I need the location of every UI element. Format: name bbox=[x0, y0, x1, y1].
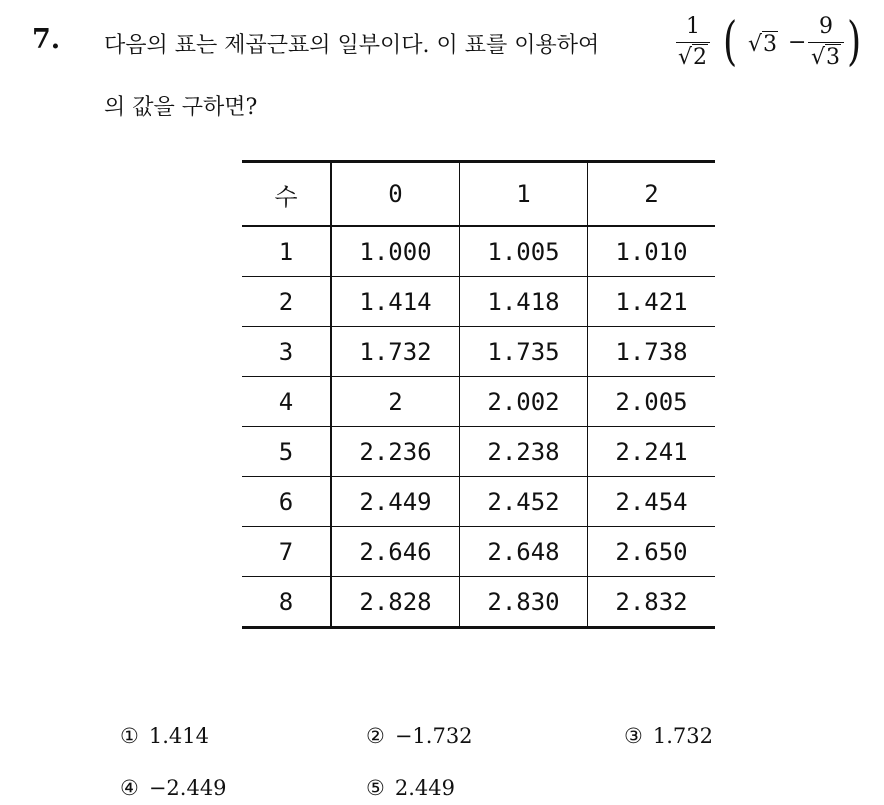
table-cell: 2.005 bbox=[588, 377, 716, 427]
table-cell: 7 bbox=[242, 527, 331, 577]
choice-3[interactable] bbox=[624, 724, 713, 748]
question-stem-line2: 의 값을 구하면? bbox=[104, 95, 258, 120]
square-root-table bbox=[242, 160, 715, 629]
table-header-cell: 0 bbox=[331, 162, 460, 227]
table-row bbox=[242, 477, 715, 527]
question-number: 7. bbox=[32, 24, 61, 55]
table-header-cell: 2 bbox=[588, 162, 716, 227]
table-cell: 2.648 bbox=[460, 527, 588, 577]
table-cell: 2.238 bbox=[460, 427, 588, 477]
choice-marker: ③ bbox=[624, 724, 643, 748]
choice-marker: ④ bbox=[120, 776, 139, 800]
choice-4[interactable] bbox=[120, 776, 227, 800]
table-cell: 5 bbox=[242, 427, 331, 477]
table-cell: 2.236 bbox=[331, 427, 460, 477]
table-cell: 2.830 bbox=[460, 577, 588, 628]
table-row bbox=[242, 527, 715, 577]
table-cell: 2.449 bbox=[331, 477, 460, 527]
choice-marker: ① bbox=[120, 724, 139, 748]
table-cell: 1.010 bbox=[588, 226, 716, 277]
table-cell: 1.732 bbox=[331, 327, 460, 377]
table-row bbox=[242, 377, 715, 427]
table-cell: 3 bbox=[242, 327, 331, 377]
choice-text: −2.449 bbox=[148, 776, 227, 800]
table-cell: 1.000 bbox=[331, 226, 460, 277]
table-cell: 2.828 bbox=[359, 587, 432, 616]
choice-2[interactable] bbox=[366, 724, 473, 748]
math-expression bbox=[676, 8, 866, 80]
fraction-denominator: √2 bbox=[677, 45, 708, 70]
choice-text: 2.449 bbox=[394, 776, 455, 800]
choice-5[interactable] bbox=[366, 776, 455, 800]
table-cell: 2.650 bbox=[588, 527, 716, 577]
choice-text: −1.732 bbox=[394, 724, 473, 748]
table-cell: 1.005 bbox=[460, 226, 588, 277]
open-paren: ( bbox=[723, 12, 738, 72]
table-cell: 1.738 bbox=[588, 327, 716, 377]
table-cell: 1.418 bbox=[460, 277, 588, 327]
fraction-numerator: 9 bbox=[819, 14, 833, 39]
table-cell: 8 bbox=[242, 577, 331, 628]
choice-text: 1.414 bbox=[148, 724, 209, 748]
choice-marker: ⑤ bbox=[366, 776, 385, 800]
table-header-cell: 수 bbox=[242, 162, 331, 227]
table-cell: 2.646 bbox=[331, 527, 460, 577]
fraction-numerator: 1 bbox=[686, 14, 700, 39]
table-cell: 2.002 bbox=[460, 377, 588, 427]
table-cell: 2 bbox=[331, 377, 460, 427]
fraction-nine-over-root3 bbox=[808, 14, 844, 71]
table-cell: 4 bbox=[242, 377, 331, 427]
choice-1[interactable] bbox=[120, 724, 209, 748]
table-row bbox=[242, 226, 715, 277]
table-cell: 2.832 bbox=[588, 577, 716, 628]
table-cell: 1.414 bbox=[331, 277, 460, 327]
minus-sign: − bbox=[788, 30, 807, 55]
table-header-cell: 1 bbox=[460, 162, 588, 227]
choice-marker: ② bbox=[366, 724, 385, 748]
choice-text: 1.732 bbox=[652, 724, 713, 748]
question-stem-line1: 다음의 표는 제곱근표의 일부이다. 이 표를 이용하여 bbox=[104, 33, 600, 58]
table-cell: 1.421 bbox=[588, 277, 716, 327]
table-cell: 6 bbox=[242, 477, 331, 527]
table-row bbox=[242, 427, 715, 477]
table-row bbox=[242, 327, 715, 377]
close-paren: ) bbox=[847, 12, 862, 72]
fraction-denominator: √3 bbox=[810, 45, 841, 70]
table-header-row bbox=[242, 162, 715, 227]
table-cell: 2.241 bbox=[588, 427, 716, 477]
table-cell: 2.452 bbox=[460, 477, 588, 527]
sqrt3-term: √3 bbox=[748, 32, 778, 57]
fraction-one-over-root2 bbox=[676, 14, 710, 71]
table-row bbox=[242, 577, 715, 628]
table-cell: 1.735 bbox=[460, 327, 588, 377]
table-cell: 2.454 bbox=[588, 477, 716, 527]
table-cell: 2 bbox=[242, 277, 331, 327]
table-row bbox=[242, 277, 715, 327]
table-cell: 1 bbox=[242, 226, 331, 277]
